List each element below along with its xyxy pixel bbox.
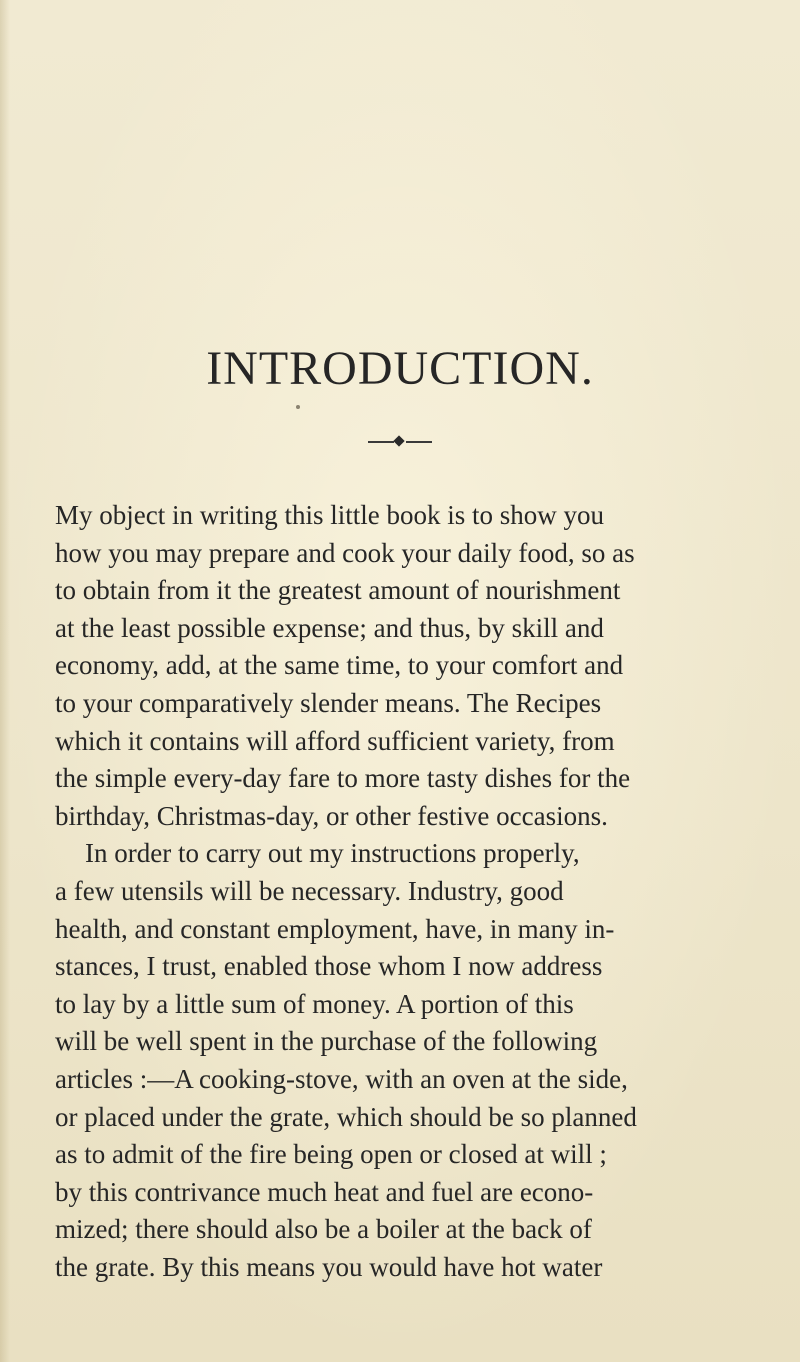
text-line: the grate. By this means you would have hot water (55, 1251, 603, 1282)
text-line: at the least possible expense; and thus, by skill and (55, 612, 604, 643)
text-line: as to admit of the fire being open or closed at will ; (55, 1139, 607, 1170)
text-line: to lay by a little sum of money. A portion of this (55, 988, 574, 1019)
text-line: birthday, Christmas-day, or other festive occasions. (55, 800, 608, 831)
text-line: how you may prepare and cook your daily food, so as (55, 537, 635, 568)
rule-diamond-ornament (393, 435, 404, 446)
page-gutter-shadow (0, 0, 10, 1362)
text-line: a few utensils will be necessary. Industry, good (55, 875, 564, 906)
text-line: will be well spent in the purchase of the following (55, 1026, 598, 1057)
text-line: to obtain from it the greatest amount of nourishment (55, 575, 621, 606)
text-line: health, and constant employment, have, in many in- (55, 913, 615, 944)
text-line: economy, add, at the same time, to your comfort and (55, 650, 624, 681)
text-line: to your comparatively slender means. The Recipes (55, 687, 602, 718)
ornamental-rule (368, 436, 432, 448)
text-line: In order to carry out my instructions properly, (85, 838, 580, 869)
rule-line-right (406, 441, 432, 443)
text-line: or placed under the grate, which should be so planned (55, 1101, 637, 1132)
rule-line-left (368, 441, 394, 443)
text-line: mized; there should also be a boiler at the back of (55, 1214, 592, 1245)
chapter-heading: INTRODUCTION. (206, 342, 594, 395)
text-line: My object in writing this little book is to show you (55, 500, 604, 530)
text-line: the simple every-day fare to more tasty dishes for the (55, 763, 631, 794)
text-line: stances, I trust, enabled those whom I now address (55, 951, 603, 982)
text-line: articles :—A cooking-stove, with an oven at the side, (55, 1063, 628, 1094)
text-line: by this contrivance much heat and fuel are econo- (55, 1176, 594, 1207)
text-line: which it contains will afford sufficient variety, from (55, 725, 615, 756)
ink-speck (296, 405, 300, 409)
body-text (55, 497, 790, 1286)
